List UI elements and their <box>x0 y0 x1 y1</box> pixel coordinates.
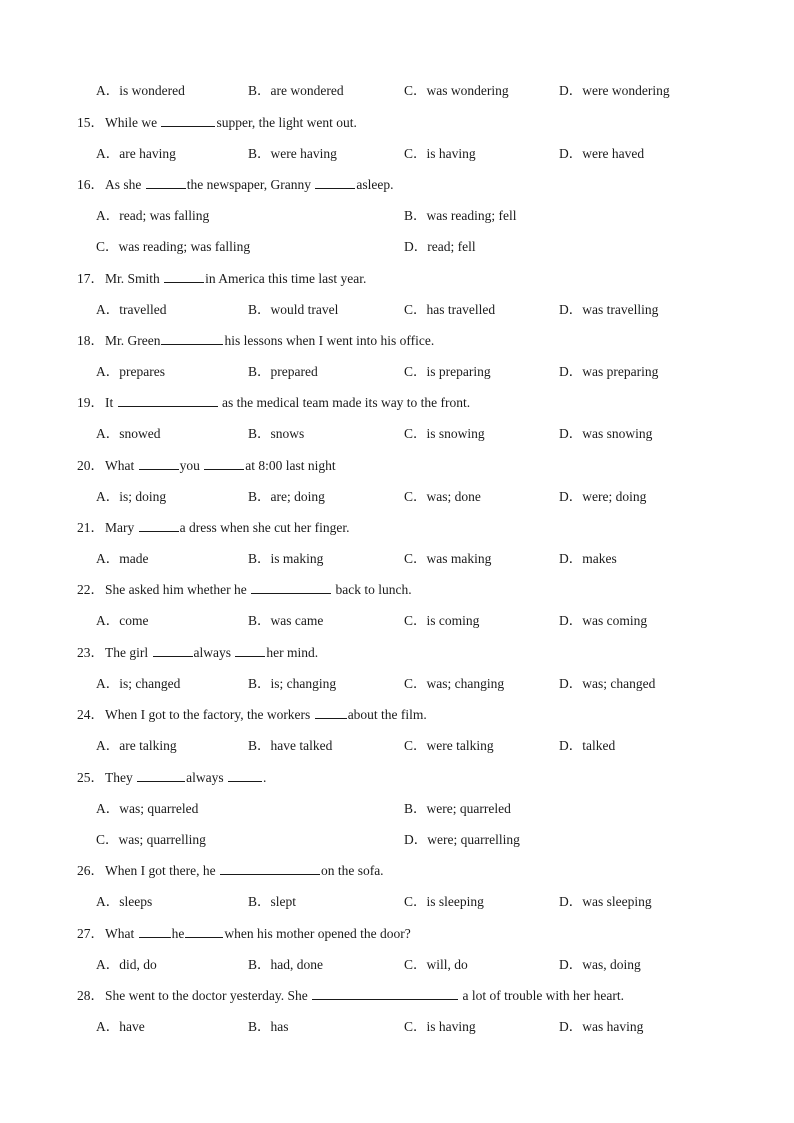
answer-blank[interactable] <box>161 113 215 127</box>
question-stem <box>105 768 266 788</box>
question-stem <box>105 705 427 725</box>
options-row <box>0 830 794 850</box>
stem-text: Mary <box>105 520 138 535</box>
option-d[interactable]: D．was travelling <box>559 302 659 317</box>
question-stem <box>105 986 624 1006</box>
stem-text: What <box>105 926 138 941</box>
option-a[interactable]: A．are having <box>96 146 176 161</box>
option-c[interactable]: C．was; changing <box>404 676 505 691</box>
stem-text: She went to the doctor yesterday. She <box>105 988 312 1003</box>
question-number: 25． <box>77 770 104 785</box>
option-c[interactable]: C．was; quarrelling <box>96 832 206 847</box>
option-c[interactable]: C．will, do <box>404 957 468 972</box>
option-d[interactable]: D．makes <box>559 551 617 566</box>
question-line <box>0 986 794 1006</box>
answer-blank[interactable] <box>251 580 331 594</box>
answer-blank[interactable] <box>312 986 458 1000</box>
option-a[interactable]: A．was; quarreled <box>96 801 199 816</box>
answer-blank[interactable] <box>235 643 265 657</box>
option-b[interactable]: B．had, done <box>248 957 323 972</box>
option-c[interactable]: C．was wondering <box>404 83 509 98</box>
option-a[interactable]: A．is; changed <box>96 676 181 691</box>
option-d[interactable]: D．was having <box>559 1019 644 1034</box>
answer-blank[interactable] <box>315 175 355 189</box>
option-a[interactable]: A．travelled <box>96 302 167 317</box>
question-stem <box>105 456 336 476</box>
option-c[interactable]: C．is coming <box>404 613 480 628</box>
option-d[interactable]: D．were wondering <box>559 83 670 98</box>
answer-blank[interactable] <box>137 768 185 782</box>
option-b[interactable]: B．have talked <box>248 738 333 753</box>
question-line <box>0 269 794 289</box>
option-a[interactable]: A．have <box>96 1019 145 1034</box>
question-line <box>0 861 794 881</box>
question-number: 24． <box>77 707 104 722</box>
question-line <box>0 456 794 476</box>
option-b[interactable]: B．is; changing <box>248 676 337 691</box>
option-b[interactable]: B．has <box>248 1019 289 1034</box>
option-c[interactable]: C．is having <box>404 1019 476 1034</box>
options-row <box>0 736 794 756</box>
question-number: 20． <box>77 458 104 473</box>
option-d[interactable]: D．was snowing <box>559 426 653 441</box>
option-b[interactable]: B．was came <box>248 613 324 628</box>
option-b[interactable]: B．is making <box>248 551 324 566</box>
options-row <box>0 549 794 569</box>
stem-text: always <box>193 645 235 660</box>
options-row <box>0 237 794 257</box>
options-row <box>0 799 794 819</box>
option-d[interactable]: D．was; changed <box>559 676 656 691</box>
answer-blank[interactable] <box>164 269 204 283</box>
stem-text: Mr. Smith <box>105 271 164 286</box>
question-stem <box>105 331 434 351</box>
stem-text: When I got there, he <box>105 863 219 878</box>
option-b[interactable]: B．snows <box>248 426 305 441</box>
question-number: 15． <box>77 115 104 130</box>
answer-blank[interactable] <box>185 924 223 938</box>
stem-text: a lot of trouble with her heart. <box>459 988 625 1003</box>
stem-text: While we <box>105 115 161 130</box>
stem-text: he <box>171 926 185 941</box>
stem-text: . <box>263 770 267 785</box>
stem-text: as the medical team made its way to the front. <box>218 395 471 410</box>
question-number: 28． <box>77 988 104 1003</box>
option-a[interactable]: A．is wondered <box>96 83 185 98</box>
answer-blank[interactable] <box>315 705 347 719</box>
option-a[interactable]: A．come <box>96 613 149 628</box>
question-line <box>0 393 794 413</box>
option-d[interactable]: D．were haved <box>559 146 645 161</box>
option-a[interactable]: A．sleeps <box>96 894 153 909</box>
option-d[interactable]: D．read; fell <box>404 239 476 254</box>
option-b[interactable]: B．prepared <box>248 364 318 379</box>
question-line <box>0 768 794 788</box>
stem-text: in America this time last year. <box>205 271 367 286</box>
options-row <box>0 955 794 975</box>
option-b[interactable]: B．was reading; fell <box>404 208 517 223</box>
option-a[interactable]: A．is; doing <box>96 489 167 504</box>
options-row <box>0 81 794 101</box>
stem-text: She asked him whether he <box>105 582 251 597</box>
question-number: 26． <box>77 863 104 878</box>
question-stem <box>105 924 411 944</box>
question-line <box>0 175 794 195</box>
stem-text: always <box>186 770 227 785</box>
option-a[interactable]: A．prepares <box>96 364 165 379</box>
question-stem <box>105 113 357 133</box>
question-number: 22． <box>77 582 104 597</box>
options-row <box>0 892 794 912</box>
answer-blank[interactable] <box>228 768 262 782</box>
option-d[interactable]: D．talked <box>559 738 616 753</box>
option-d[interactable]: D．was sleeping <box>559 894 652 909</box>
stem-text: when his mother opened the door? <box>224 926 411 941</box>
question-number: 23． <box>77 645 104 660</box>
options-row <box>0 674 794 694</box>
question-number: 21． <box>77 520 104 535</box>
stem-text: The girl <box>105 645 152 660</box>
options-row <box>0 362 794 382</box>
question-stem <box>105 518 349 538</box>
answer-blank[interactable] <box>153 643 193 657</box>
answer-blank[interactable] <box>204 456 244 470</box>
option-d[interactable]: D．were; quarrelling <box>404 832 520 847</box>
answer-blank[interactable] <box>118 393 218 407</box>
stem-text: his lessons when I went into his office. <box>224 333 435 348</box>
question-stem <box>105 175 394 195</box>
option-a[interactable]: A．are talking <box>96 738 177 753</box>
option-c[interactable]: C．is having <box>404 146 476 161</box>
stem-text: When I got to the factory, the workers <box>105 707 314 722</box>
option-d[interactable]: D．was, doing <box>559 957 641 972</box>
question-line <box>0 113 794 133</box>
question-line <box>0 643 794 663</box>
question-number: 17． <box>77 271 104 286</box>
option-b[interactable]: B．are wondered <box>248 83 344 98</box>
question-number: 19． <box>77 395 104 410</box>
question-line <box>0 331 794 351</box>
option-c[interactable]: C．were talking <box>404 738 494 753</box>
option-d[interactable]: D．was preparing <box>559 364 659 379</box>
options-row <box>0 611 794 631</box>
stem-text: at 8:00 last night <box>245 458 336 473</box>
stem-text: Mr. Green <box>105 333 161 348</box>
options-row <box>0 144 794 164</box>
options-row <box>0 487 794 507</box>
question-number: 18． <box>77 333 104 348</box>
option-a[interactable]: A．made <box>96 551 149 566</box>
stem-text: a dress when she cut her finger. <box>179 520 350 535</box>
options-row <box>0 424 794 444</box>
stem-text: about the film. <box>347 707 427 722</box>
stem-text: on the sofa. <box>320 863 384 878</box>
question-number: 16． <box>77 177 104 192</box>
option-b[interactable]: B．were having <box>248 146 337 161</box>
option-c[interactable]: C．was making <box>404 551 492 566</box>
answer-blank[interactable] <box>139 456 179 470</box>
question-line <box>0 518 794 538</box>
option-c[interactable]: C．is snowing <box>404 426 485 441</box>
question-line <box>0 924 794 944</box>
question-stem <box>105 580 412 600</box>
question-line <box>0 705 794 725</box>
option-d[interactable]: D．were; doing <box>559 489 647 504</box>
question-stem <box>105 393 470 413</box>
option-c[interactable]: C．was; done <box>404 489 481 504</box>
option-b[interactable]: B．slept <box>248 894 297 909</box>
stem-text: her mind. <box>266 645 319 660</box>
option-a[interactable]: A．read; was falling <box>96 208 210 223</box>
option-a[interactable]: A．snowed <box>96 426 161 441</box>
stem-text: asleep. <box>356 177 394 192</box>
question-number: 27． <box>77 926 104 941</box>
answer-blank[interactable] <box>139 518 179 532</box>
stem-text: As she <box>105 177 145 192</box>
option-b[interactable]: B．would travel <box>248 302 339 317</box>
stem-text: They <box>105 770 137 785</box>
answer-blank[interactable] <box>161 331 223 345</box>
options-row <box>0 1017 794 1037</box>
options-row <box>0 300 794 320</box>
option-d[interactable]: D．was coming <box>559 613 648 628</box>
question-stem <box>105 269 366 289</box>
option-c[interactable]: C．is sleeping <box>404 894 484 909</box>
option-b[interactable]: B．were; quarreled <box>404 801 511 816</box>
option-a[interactable]: A．did, do <box>96 957 157 972</box>
question-stem <box>105 643 318 663</box>
answer-blank[interactable] <box>139 924 171 938</box>
question-line <box>0 580 794 600</box>
options-row <box>0 206 794 226</box>
stem-text: It <box>105 395 117 410</box>
option-b[interactable]: B．are; doing <box>248 489 325 504</box>
option-c[interactable]: C．is preparing <box>404 364 491 379</box>
option-c[interactable]: C．has travelled <box>404 302 496 317</box>
stem-text: supper, the light went out. <box>216 115 357 130</box>
question-stem <box>105 861 384 881</box>
stem-text: What <box>105 458 138 473</box>
stem-text: back to lunch. <box>332 582 412 597</box>
answer-blank[interactable] <box>146 175 186 189</box>
answer-blank[interactable] <box>220 861 320 875</box>
option-c[interactable]: C．was reading; was falling <box>96 239 251 254</box>
stem-text: you <box>179 458 204 473</box>
stem-text: the newspaper, Granny <box>186 177 315 192</box>
